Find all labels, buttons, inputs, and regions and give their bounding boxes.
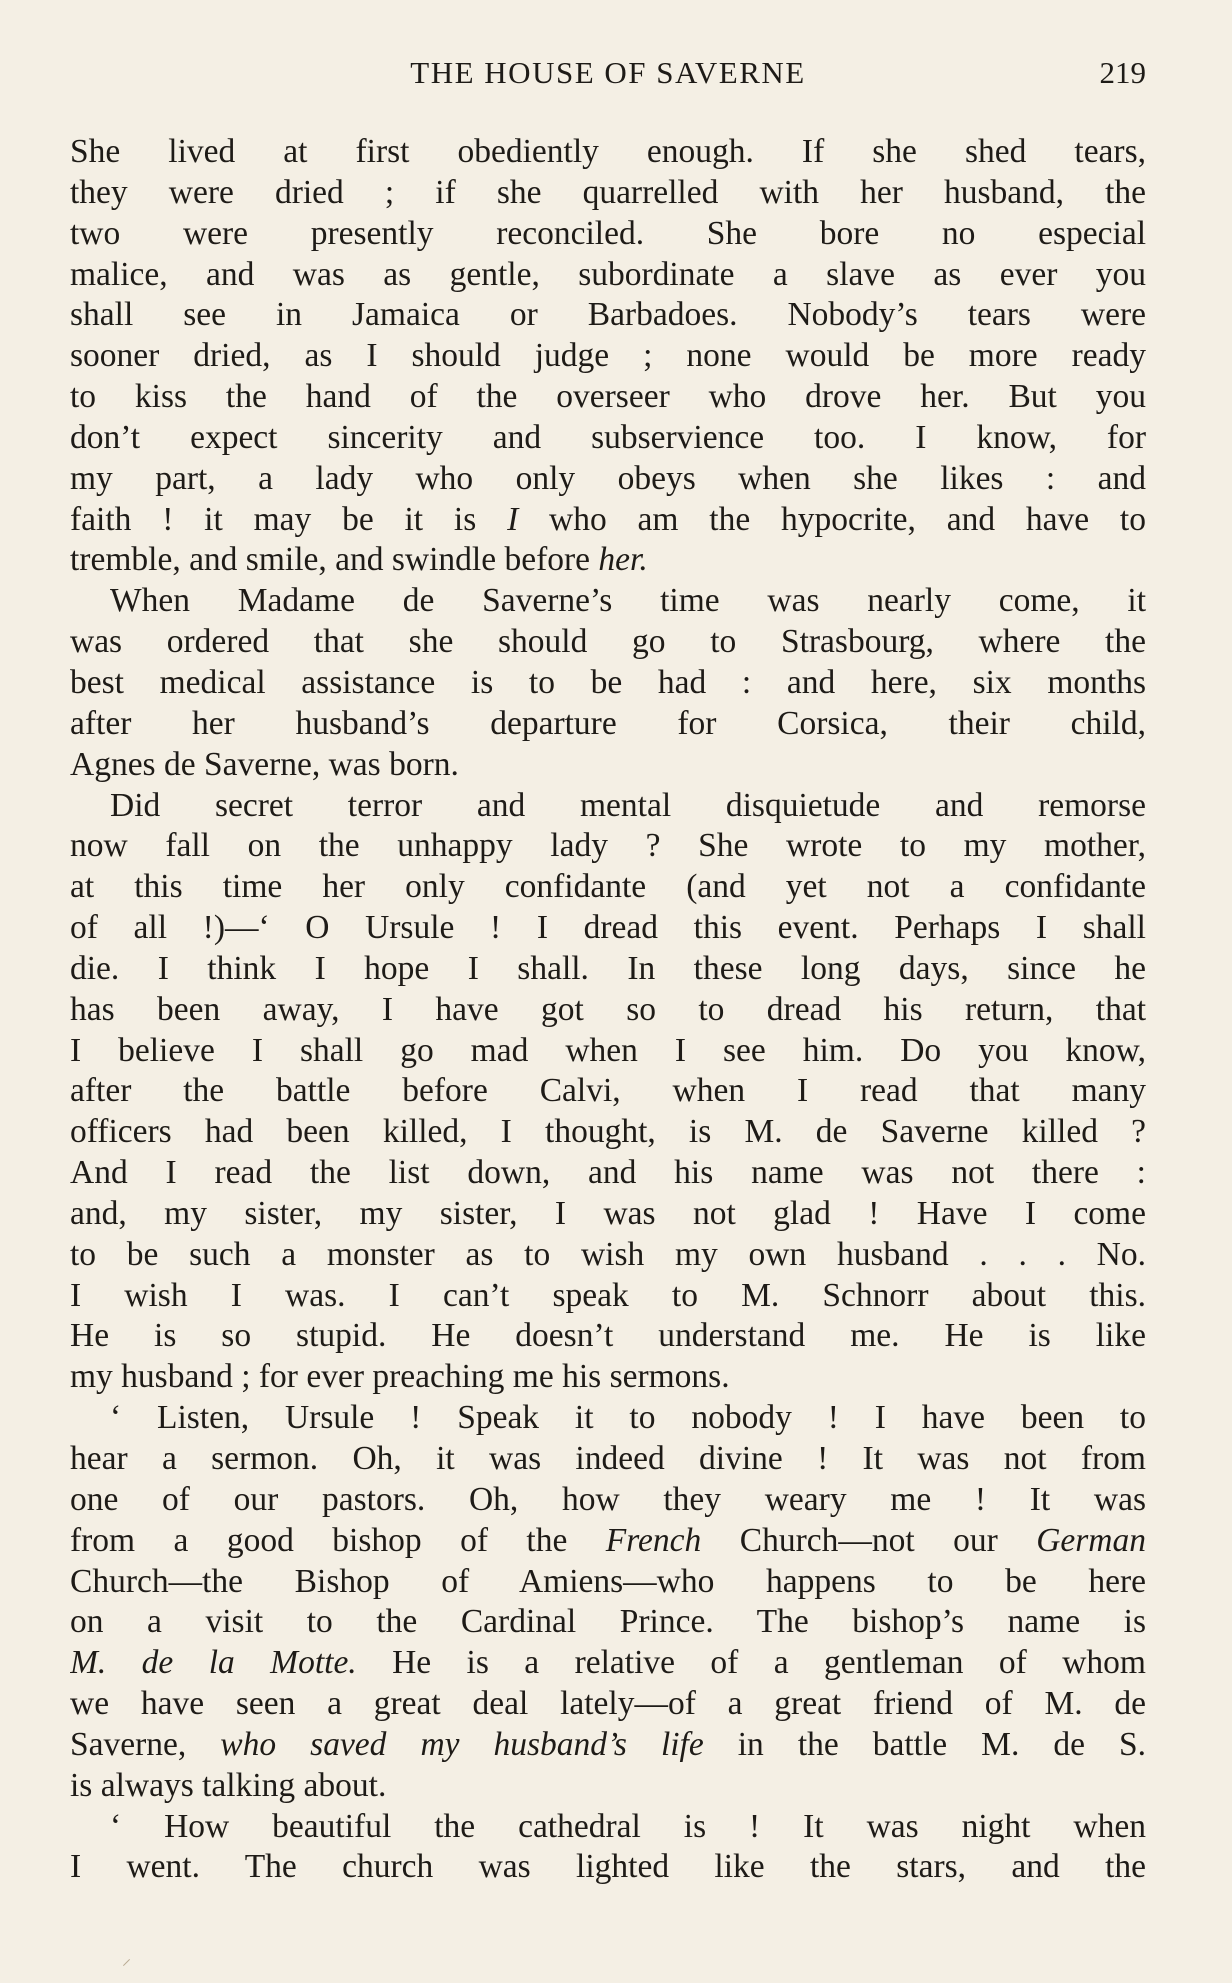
text-line: was ordered that she should go to Strasbourg, where the (70, 623, 1146, 661)
text-segment: He is a relative of a gentleman of whom (356, 1644, 1146, 1682)
text-line (70, 1521, 1146, 1562)
text-line: best medical assistance is to be had : and here, six months (70, 663, 1146, 701)
text-line (70, 540, 1146, 581)
text-line: Did secret terror and mental disquietude and remorse (110, 786, 1146, 824)
text-segment: from a good bishop of the (70, 1521, 606, 1559)
text-line: And I read the list down, and his name was not there : (70, 1154, 1146, 1192)
text-line: He is so stupid. He doesn’t understand me. He is like (70, 1317, 1146, 1355)
text-line: I believe I shall go mad when I see him. Do you know, (70, 1031, 1146, 1069)
text-line: and, my sister, my sister, I was not glad ! Have I come (70, 1194, 1146, 1232)
text-line: officers had been killed, I thought, is M. de Saverne killed ? (70, 1113, 1146, 1151)
text-line: of all !)—‘ O Ursule ! I dread this event. Perhaps I shall (70, 909, 1146, 947)
italic-text-segment: her. (598, 541, 648, 579)
text-line: When Madame de Saverne’s time was nearly come, it (110, 582, 1146, 620)
text-line: my part, a lady who only obeys when she likes : and (70, 459, 1146, 497)
text-segment: who am the hypocrite, and have to (518, 500, 1146, 538)
text-line: to be such a monster as to wish my own husband . . . No. (70, 1235, 1146, 1273)
text-line: Agnes de Saverne, was born. (70, 745, 459, 783)
text-line: don’t expect sincerity and subservience too. I know, for (70, 418, 1146, 456)
italic-text-segment: I (507, 500, 519, 538)
text-line: shall see in Jamaica or Barbadoes. Nobody’s tears were (70, 296, 1146, 334)
text-line: I went. The church was lighted like the stars, and the (70, 1848, 1146, 1886)
text-line: on a visit to the Cardinal Prince. The bishop’s name is (70, 1603, 1146, 1641)
running-title: THE HOUSE OF SAVERNE (410, 55, 806, 90)
text-line: after her husband’s departure for Corsica, their child, (70, 704, 1146, 742)
text-line (70, 1643, 1146, 1684)
running-head (70, 50, 1146, 96)
body-text (70, 132, 1146, 1888)
text-line: after the battle before Calvi, when I read that many (70, 1072, 1146, 1110)
text-line: at this time her only confidante (and yet not a confidante (70, 868, 1146, 906)
text-line: ‘ How beautiful the cathedral is ! It was night when (110, 1807, 1146, 1845)
text-line: sooner dried, as I should judge ; none would be more ready (70, 337, 1146, 375)
text-line: has been away, I have got so to dread his return, that (70, 990, 1146, 1028)
text-line: Church—the Bishop of Amiens—who happens to be here (70, 1562, 1146, 1600)
text-line: to kiss the hand of the overseer who drove her. But you (70, 378, 1146, 416)
text-line: my husband ; for ever preaching me his sermons. (70, 1358, 730, 1396)
text-line: die. I think I hope I shall. In these long days, since he (70, 949, 1146, 987)
text-line: ‘ Listen, Ursule ! Speak it to nobody ! I have been to (110, 1399, 1146, 1437)
text-line: one of our pastors. Oh, how they weary me ! It was (70, 1480, 1146, 1518)
text-line: we have seen a great deal lately—of a great friend of M. de (70, 1685, 1146, 1723)
text-line: now fall on the unhappy lady ? She wrote to my mother, (70, 827, 1146, 865)
text-line: is always talking about. (70, 1766, 387, 1804)
text-line (70, 1725, 1146, 1766)
text-line: two were presently reconciled. She bore no especial (70, 214, 1146, 252)
text-segment: faith ! it may be it is (70, 500, 508, 538)
text-line: they were dried ; if she quarrelled with her husband, the (70, 173, 1146, 211)
page-number: 219 (1099, 55, 1146, 90)
text-line: She lived at first obediently enough. If she shed tears, (70, 133, 1146, 170)
italic-text-segment: M. de la Motte. (70, 1644, 357, 1682)
italic-text-segment: French (605, 1521, 702, 1559)
text-line (70, 500, 1146, 541)
text-line: I wish I was. I can’t speak to M. Schnorr about this. (70, 1276, 1146, 1314)
text-segment: in the battle M. de S. (703, 1725, 1146, 1763)
page-speck (123, 1959, 130, 1966)
text-segment: tremble, and smile, and swindle before (70, 541, 599, 579)
text-segment: Church—not our (701, 1521, 1037, 1559)
italic-text-segment: who saved my husband’s life (220, 1725, 704, 1763)
text-segment: Saverne, (70, 1725, 221, 1763)
text-line: malice, and was as gentle, subordinate a slave as ever you (70, 255, 1146, 293)
text-line: hear a sermon. Oh, it was indeed divine ! It was not from (70, 1440, 1146, 1477)
italic-text-segment: German (1036, 1521, 1146, 1559)
